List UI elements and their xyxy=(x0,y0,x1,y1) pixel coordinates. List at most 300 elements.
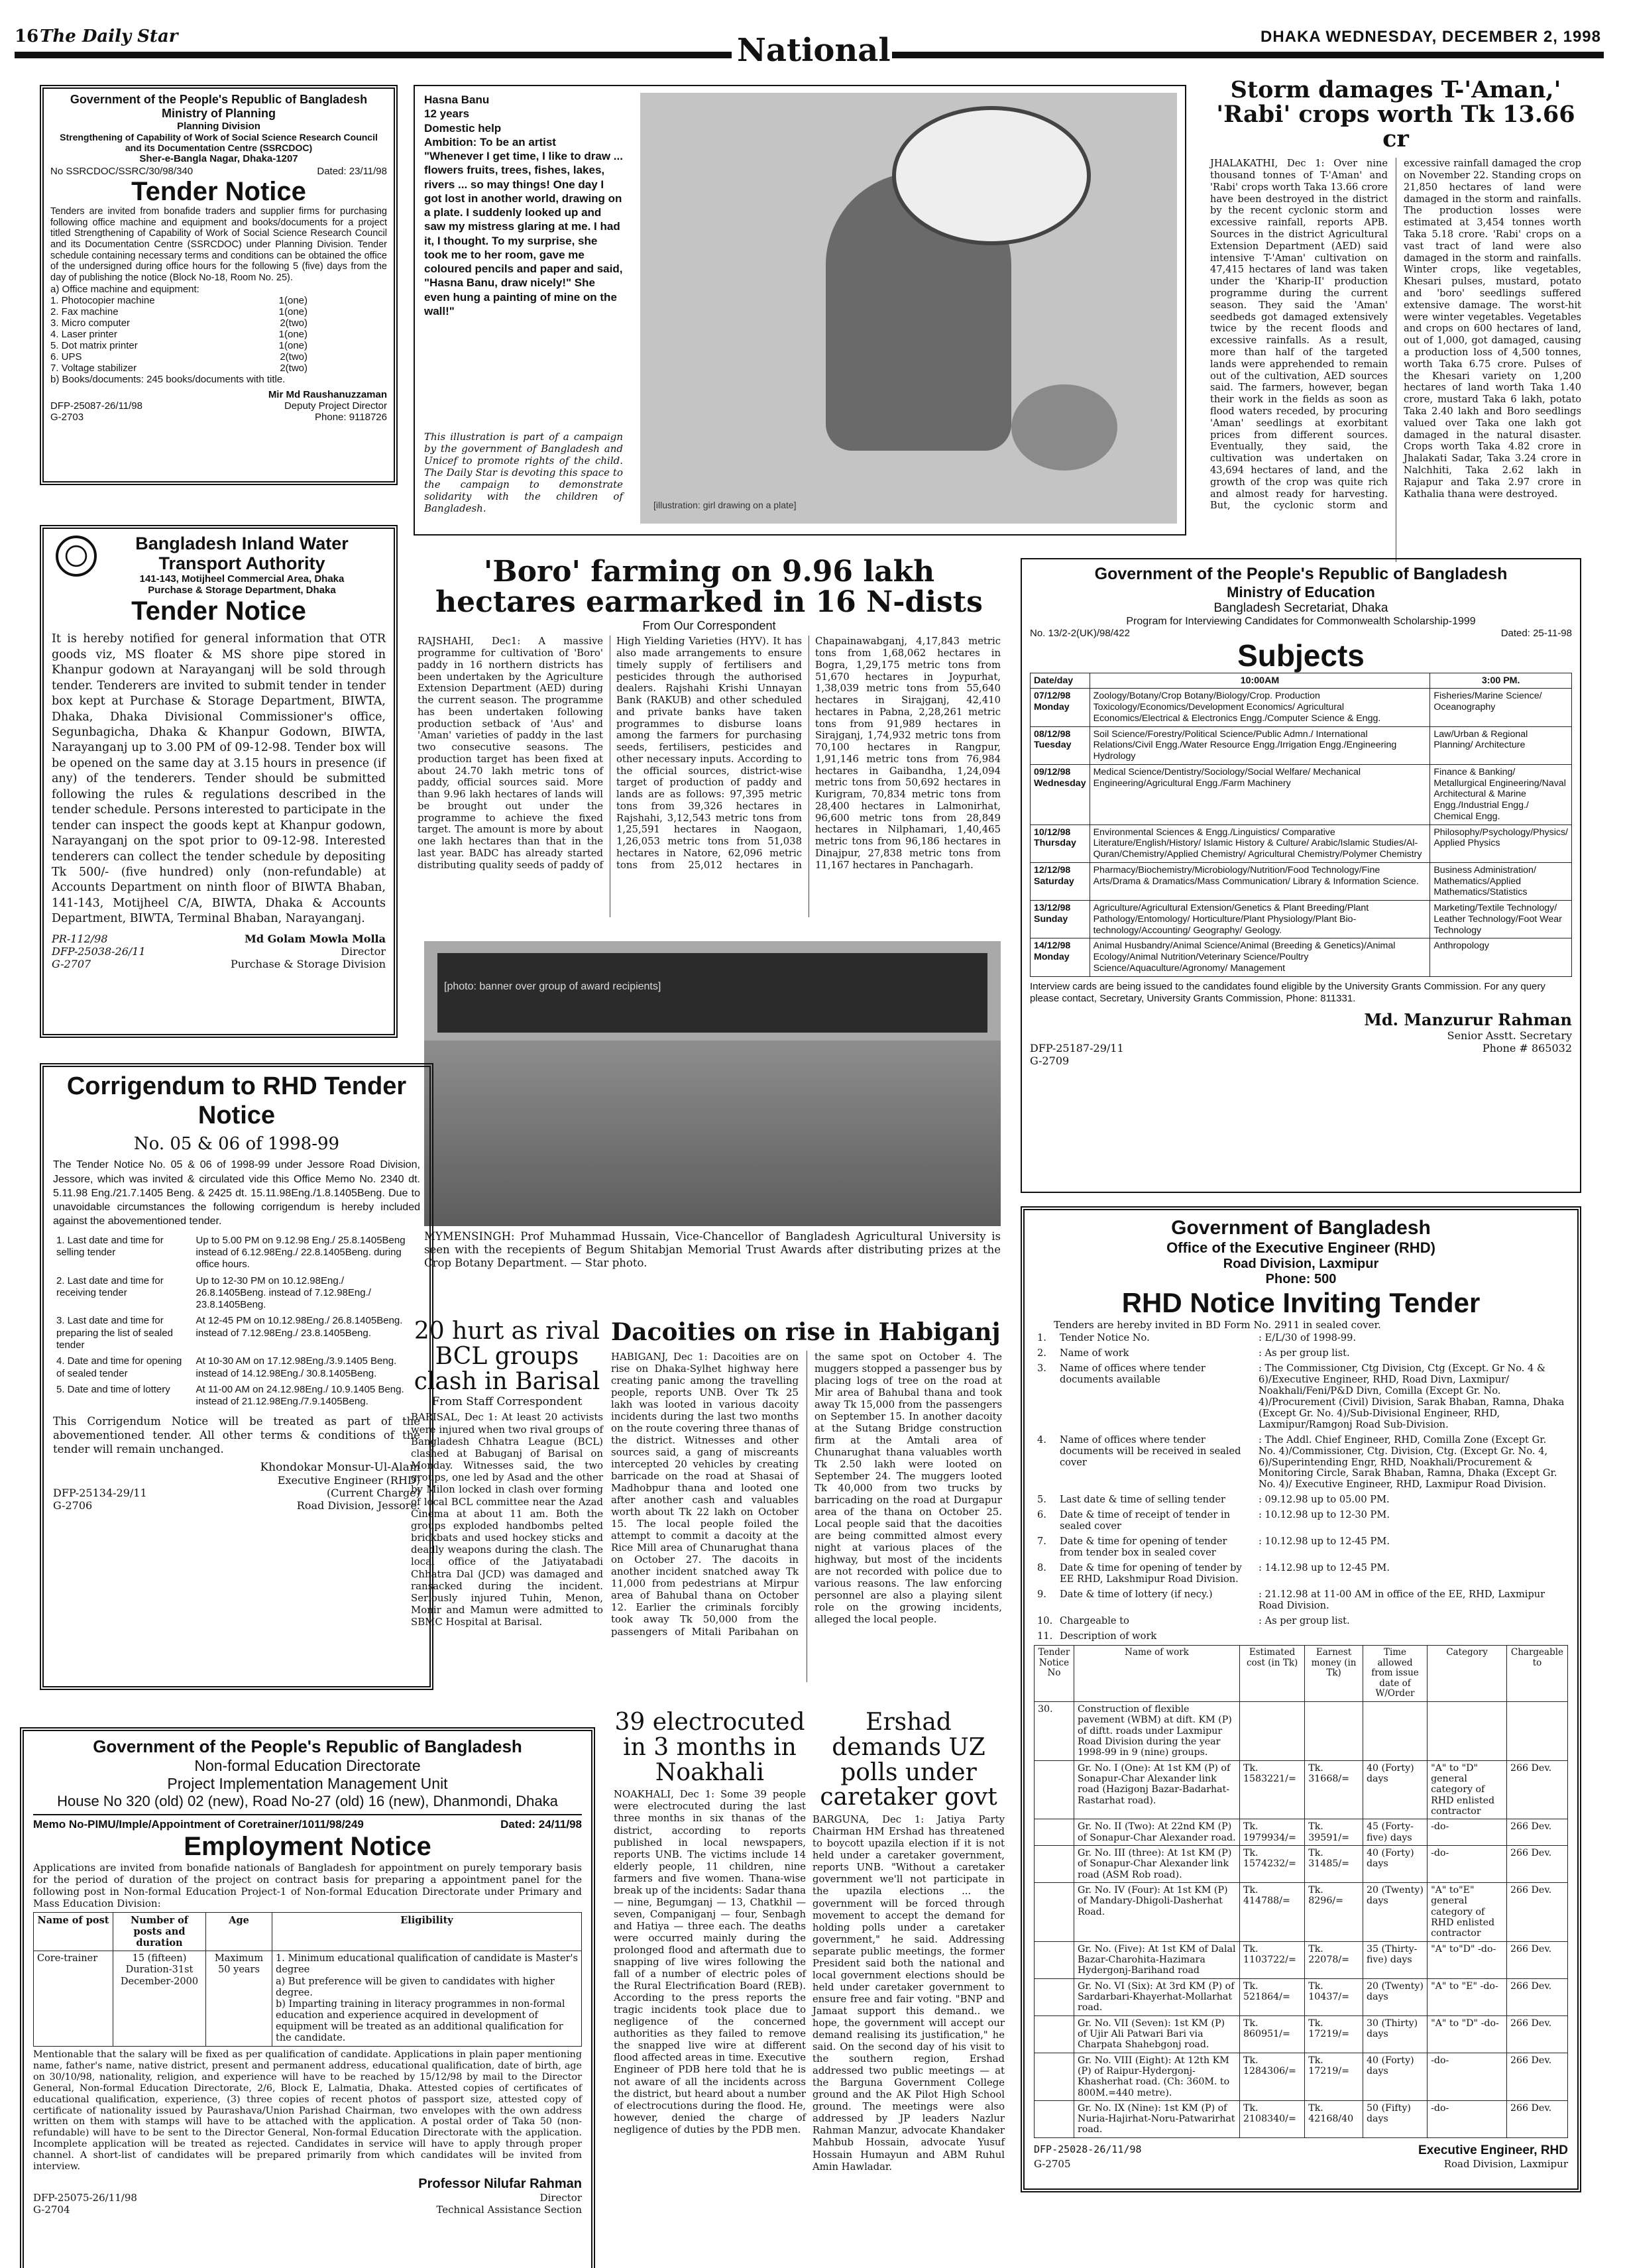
nit-work-cell xyxy=(1305,1702,1363,1761)
edu-memo: No. 13/2-2(UK)/98/422 xyxy=(1030,628,1130,639)
bcl-byline: From Staff Correspondent xyxy=(431,1395,583,1409)
emp-th-age: Age xyxy=(206,1913,272,1951)
nit-work-cell: 50 (Fifty) days xyxy=(1363,2100,1427,2137)
ssr-item-name: 6. UPS xyxy=(50,351,82,363)
emp-th-num: Number of posts and duration xyxy=(113,1913,206,1951)
storm-story xyxy=(1210,78,1581,549)
nit-num: 8. xyxy=(1037,1561,1046,1573)
emp-g: G-2704 xyxy=(33,2203,70,2216)
nit-th: Estimated cost (in Tk) xyxy=(1240,1646,1305,1702)
nit-work-no xyxy=(1035,1819,1074,1846)
boro-story xyxy=(418,557,1001,931)
emp-age: Maximum 50 years xyxy=(206,1951,272,2047)
nit-work-no xyxy=(1035,2100,1074,2137)
edu-date-cell: 10/12/98 Thursday xyxy=(1031,824,1090,862)
nit-info-row xyxy=(1034,1508,1568,1534)
nit-work-cell: 20 (Twenty) days xyxy=(1363,1882,1427,1941)
corr-value: At 12-45 PM on 10.12.98Eng./ 26.8.1405Beng. instead of 7.12.98Eng./ 23.8.1405Beng. xyxy=(196,1315,403,1339)
nit-label: Date & time for opening of tender from tender box in sealed cover xyxy=(1060,1536,1227,1558)
edu-pm-cell: Philosophy/Psychology/Physics/ Applied Physics xyxy=(1430,824,1572,862)
nit-work-cell: Tk. 31485/= xyxy=(1305,1845,1363,1882)
edu-am-cell: Medical Science/Dentistry/Sociology/Social Welfare/ Mechanical Engineering/Agricultural Engg./Farm Machinery xyxy=(1090,764,1430,824)
ssr-title: Tender Notice xyxy=(131,177,306,206)
nit-intro: Tenders are hereby invited in BD Form No. 2911 in sealed cover. xyxy=(1054,1319,1381,1332)
nit-value xyxy=(1255,1629,1568,1644)
biwta-division: Purchase & Storage Division xyxy=(231,957,386,970)
corr-row xyxy=(53,1233,420,1273)
nit-label: Name of offices where tender documents will be received in sealed cover xyxy=(1060,1434,1241,1468)
biwta-address: 141-143, Motijheel Commercial Area, Dhaka xyxy=(139,573,345,585)
photo-label: [photo: banner over group of award recipients] xyxy=(444,981,661,992)
nit-work-cell: 40 (Forty) days xyxy=(1363,2053,1427,2100)
ssr-item-name: 7. Voltage stabilizer xyxy=(50,362,137,374)
nit-work-cell: "A" to"E" general category of RHD enlisted contractor xyxy=(1428,1882,1507,1941)
plate-drawing xyxy=(892,106,1091,245)
nit-label: Date & time for opening of tender by EE RHD, Lakshmipur Road Division. xyxy=(1060,1561,1242,1585)
emp-directorate: Non-formal Education Directorate xyxy=(194,1757,421,1774)
nit-work-cell xyxy=(1428,1702,1507,1761)
ssr-date: Dated: 23/11/98 xyxy=(317,166,387,177)
edu-row xyxy=(1031,901,1572,938)
edu-ministry: Ministry of Education xyxy=(1227,584,1375,600)
nit-work-cell: -do- xyxy=(1428,1845,1507,1882)
nit-work-cell xyxy=(1363,1702,1427,1761)
edu-pm-cell: Business Administration/ Mathematics/Applied Mathematics/Statistics xyxy=(1430,862,1572,900)
hasna-quote: Hasna Banu 12 years Domestic help Ambition: To be an artist "Whenever I get time, I like to draw ... flowers fruits, trees, fishes, lakes, rivers ... so may things! One day I got lost in another world, drawing on a plate. I suddenly looked up and saw my mistress glaring at me. I had it, I thought. To my surprise, she took me to her room, gave me coloured pencils and paper and said, "Hasna Banu, draw nicely!" She even hung a painting of mine on the wall!" xyxy=(424,93,623,317)
corr-role2: (Current Charge) xyxy=(326,1486,420,1499)
nit-work-cell: Construction of flexible pavement (WBM) at dift. KM (P) of diftt. roads under Laxmipur Road Division during the year 1998-99 in 9 (nine) groups. xyxy=(1074,1702,1240,1761)
nit-value: : 09.12.98 up to 05.00 PM. xyxy=(1259,1494,1390,1506)
corr-dfp: DFP-25134-29/11 xyxy=(53,1486,147,1499)
nit-work-row xyxy=(1035,1941,1568,1978)
nit-value: : 14.12.98 up to 12-45 PM. xyxy=(1259,1561,1390,1573)
nit-work-cell: 266 Dev. xyxy=(1506,1845,1567,1882)
emp-th-post: Name of post xyxy=(34,1913,113,1951)
nit-work-cell xyxy=(1506,1702,1567,1761)
nit-work-cell: Tk. 1103722/= xyxy=(1240,1941,1305,1978)
emp-post: Core-trainer xyxy=(34,1951,113,2047)
nit-work-cell: Tk. 1979934/= xyxy=(1240,1819,1305,1846)
page-number: 16 xyxy=(15,27,39,46)
mymensingh-caption: MYMENSINGH: Prof Muhammad Hussain, Vice-Chancellor of Bangladesh Agricultural University is seen with the recepients of Begum Shitabjan Memorial Trust Awards after distributing prizes at the Crop Botany Department. — Star photo. xyxy=(424,1230,1001,1269)
ssr-g: G-2703 xyxy=(50,411,84,423)
nit-value: : 10.12.98 up to 12-45 PM. xyxy=(1259,1536,1390,1548)
corr-value: Up to 5.00 PM on 9.12.98 Eng./ 25.8.1405Beng instead of 6.12.98Eng./ 22.8.1405Beng. during office hours. xyxy=(196,1234,406,1271)
corr-row xyxy=(53,1382,420,1410)
nit-work-cell xyxy=(1240,1702,1305,1761)
emp-elig: 1. Minimum educational qualification of candidate is Master's degree a) But preference will be given to candidates with higher degree. b) Imparting training in literacy programmes in non-formal education and experience acquired in development of equipment will be treated as an additional qualification for the candidate. xyxy=(272,1951,582,2047)
nit-work-cell: Gr. No. (Five): At 1st KM of Dalal Bazar-Charohita-Hazimara Hydergonj-Barihand road xyxy=(1074,1941,1240,1978)
nit-value: : 21.12.98 at 11-00 AM in office of the EE, RHD, Laxmipur Road Division. xyxy=(1259,1588,1545,1611)
nit-office: Office of the Executive Engineer (RHD) xyxy=(1166,1239,1435,1256)
ssr-item-name: 3. Micro computer xyxy=(50,317,131,329)
ssr-gov: Government of the People's Republic of Bangladesh xyxy=(70,93,368,106)
nit-work-row xyxy=(1035,1845,1568,1882)
corr-label: 1. Last date and time for selling tender xyxy=(56,1234,164,1258)
campaign-caption: This illustration is part of a campaign by the government of Bangladesh and Unicef to promote rights of the child. The Daily Star is devoting this space to the campaign to demonstrate solidarity with the children of Bangladesh. xyxy=(424,431,623,514)
edu-pm-cell: Finance & Banking/ Metallurgical Engineering/Naval Architectural & Marine Engg./Industrial Engg./ Chemical Engg. xyxy=(1430,764,1572,824)
ssr-item-qty: 2(two) xyxy=(280,362,308,374)
corr-body: The Tender Notice No. 05 & 06 of 1998-99 under Jessore Road Division, Jessore, which was invited & circulated vide this Office Memo No. 2340 dt. 5.11.98 Eng./21.7.1405 Beng. & 2425 dt. 15.11.98Eng./1.8.1405Beng. Due to unavoidable circumstances the following corrigendum is hereby included against the abovementioned tender. xyxy=(53,1159,420,1227)
edu-pm-cell: Marketing/Textile Technology/ Leather Technology/Foot Wear Technology xyxy=(1430,901,1572,938)
nit-label: Last date & time of selling tender xyxy=(1060,1494,1226,1506)
edu-date-cell: 08/12/98 Tuesday xyxy=(1031,726,1090,764)
nit-work-cell: Tk. 31668/= xyxy=(1305,1760,1363,1819)
ssr-item-qty: 2(two) xyxy=(280,351,308,363)
ssr-memo: No SSRCDOC/SSRC/30/98/340 xyxy=(50,166,194,177)
nit-work-row xyxy=(1035,1702,1568,1761)
edu-schedule-table xyxy=(1030,673,1572,977)
ssrcdoc-tender-notice xyxy=(40,85,398,485)
mymensingh-photo xyxy=(424,941,1001,1226)
ssr-item xyxy=(50,363,387,374)
nit-label: Name of work xyxy=(1060,1347,1129,1359)
nit-work-cell: Tk. 521864/= xyxy=(1240,1978,1305,2015)
nit-th: Time allowed from issue date of W/Order xyxy=(1363,1646,1427,1702)
rhd-corrigendum xyxy=(40,1063,433,1690)
edu-program: Program for Interviewing Candidates for Commonwealth Scholarship-1999 xyxy=(1126,616,1476,627)
nit-work-cell: Tk. 2108340/= xyxy=(1240,2100,1305,2137)
nit-work-no xyxy=(1035,1882,1074,1941)
edu-pm-cell: Fisheries/Marine Science/ Oceanography xyxy=(1430,689,1572,726)
nit-work-cell: 266 Dev. xyxy=(1506,1819,1567,1846)
nit-work-cell: Gr. No. IV (Four): At 1st KM (P) of Mandary-Dhigoli-Dasherhat Road. xyxy=(1074,1882,1240,1941)
corr-label: 2. Last date and time for receiving tender xyxy=(56,1275,164,1298)
emp-title: Employment Notice xyxy=(184,1832,431,1861)
biwta-logo xyxy=(56,536,97,577)
ssr-project: Strengthening of Capability of Work of Social Science Research Council and its Documentation Centre (SSRCDOC) xyxy=(60,132,378,153)
corr-value: At 11-00 AM on 24.12.98Eng./ 10.9.1405 Beng. instead of 21.12.98Eng./7.9.1405Beng. xyxy=(196,1383,404,1408)
nit-work-cell: Gr. No. II (Two): At 22nd KM (P) of Sonapur-Char Alexander road. xyxy=(1074,1819,1240,1846)
nit-work-cell: Gr. No. VIII (Eight): At 12th KM (P) of Raipur-Hydergonj-Khasherhat road. (Ch: 360M. to 800M.=440 metre). xyxy=(1074,2053,1240,2100)
corr-title: Corrigendum to RHD Tender Notice xyxy=(66,1072,407,1129)
nit-work-cell: Tk. 860951/= xyxy=(1240,2015,1305,2053)
nit-info-row xyxy=(1034,1614,1568,1629)
edu-dfp: DFP-25187-29/11 xyxy=(1030,1041,1124,1054)
edu-am-cell: Environmental Sciences & Engg./Linguistics/ Comparative Literature/English/History/ Islamic History & Culture/ Arabic/Islamic Studies/Al-Quran/Chemistry/Applied Chemistry/ Agricultural Chemistry/Polymer Chemistry xyxy=(1090,824,1430,862)
ershad-story xyxy=(812,1710,1005,2268)
dac-headline: Dacoities on rise in Habiganj xyxy=(611,1318,1001,1346)
nit-num: 3. xyxy=(1037,1363,1046,1375)
campaign-illustration xyxy=(640,93,1177,524)
nit-th: Name of work xyxy=(1074,1646,1240,1702)
edu-date-cell: 14/12/98 Monday xyxy=(1031,938,1090,976)
nit-info-row xyxy=(1034,1534,1568,1561)
nit-work-cell: Tk. 8296/= xyxy=(1305,1882,1363,1941)
nit-work-cell: 266 Dev. xyxy=(1506,2015,1567,2053)
edu-row xyxy=(1031,824,1572,862)
nit-num: 6. xyxy=(1037,1509,1046,1521)
emp-unit: Project Implementation Management Unit xyxy=(167,1775,448,1792)
ssr-address: Sher-e-Bangla Nagar, Dhaka-1207 xyxy=(139,153,298,164)
nit-label: Name of offices where tender documents available xyxy=(1060,1363,1205,1386)
ershad-headline: Ershad demands UZ polls under caretaker govt xyxy=(820,1709,997,1811)
biwta-sig: Md Golam Mowla Molla xyxy=(245,932,386,945)
nit-phone: Phone: 500 xyxy=(1265,1272,1337,1286)
nit-g: G-2705 xyxy=(1034,2157,1071,2170)
edu-row xyxy=(1031,689,1572,726)
nit-work-no: 30. xyxy=(1035,1702,1074,1761)
corr-row xyxy=(53,1273,420,1314)
nit-title: RHD Notice Inviting Tender xyxy=(1121,1287,1481,1318)
nit-th: Tender Notice No xyxy=(1035,1646,1074,1702)
nit-work-row xyxy=(1035,1978,1568,2015)
nit-info-row xyxy=(1034,1629,1568,1644)
edu-am-cell: Agriculture/Agricultural Extension/Genetics & Plant Breeding/Plant Pathology/Entomology/ Horticulture/Plant Physiology/Plant Bio-technology/Accounting/ Geography/ Geology. xyxy=(1090,901,1430,938)
ssr-item xyxy=(50,329,387,340)
employment-notice xyxy=(20,1727,595,2268)
nit-work-cell: Tk. 39591/= xyxy=(1305,1819,1363,1846)
nit-work-row xyxy=(1035,1819,1568,1846)
nit-work-cell: Gr. No. I (One): At 1st KM (P) of Sonapur-Char Alexander link road (Hazigonj Bazar-Badarhat-Rastarhat road). xyxy=(1074,1760,1240,1819)
nit-work-cell: Gr. No. IX (Nine): 1st KM (P) of Nuria-Hajirhat-Noru-Patwarirhat road. xyxy=(1074,2100,1240,2137)
edu-am-cell: Animal Husbandry/Animal Science/Animal (Breeding & Genetics)/Animal Ecology/Animal Nutrition/Veterinary Science/Poultry Science/Aquaculture/Agronomy/ Management xyxy=(1090,938,1430,976)
nit-work-cell: Tk. 22078/= xyxy=(1305,1941,1363,1978)
edu-note: Interview cards are being issued to the candidates found eligible by the University Grants Commission. For any query please contact, Secretary, University Grants Commission, Phone: 811331. xyxy=(1030,980,1545,1004)
biwta-tender-notice xyxy=(40,525,398,1038)
emp-num: 15 (fifteen) Duration-31st December-2000 xyxy=(113,1951,206,2047)
nit-division: Road Division, Laxmipur xyxy=(1223,1257,1379,1271)
bcl-body: BARISAL, Dec 1: At least 20 activists were injured when two rival groups of Bangladesh Chhatra League (BCL) clashed at Babuganj of Barisal on Monday. Witnesses said, the two groups, one led by Asad and the other by Milon locked in clash over forming of local BCL committee near the Azad Cinema at about 11 am. Both the groups exploded handbombs pelted brickbats and used hockey sticks and deadly weapons during the clash. The local office of the Jatiyatabadi Chhatra Dal (JCD) was damaged and ransacked during the incident. Seriously injured Tuhin, Menon, Monir and Mamun were admitted to SBMC Hospital at Barisal. xyxy=(411,1411,603,1628)
dacoities-story xyxy=(611,1320,1002,1691)
dac-body: HABIGANJ, Dec 1: Dacoities are on rise on Dhaka-Sylhet highway here creating panic among the travelling people, reports UNB. Over Tk 25 lakh was looted in various dacoity incidents during the last two months on the route covering three thanas of the district. Witnesses and other sources said, a gang of miscreants intercepted 20 vehicles by creating barricade on the road at Shasai of Madhobpur thana and looted one after another cash and valuables worth about Tk 22 lakh on October 15. The local people foiled the attempt to commit a dacoity at the Rice Mill area of Chunarughat thana on October 27. The dacoits in another incident snatched away Tk 11,000 from pedestrians at Mirpur area of Bahubal thana on October 12. Earlier the criminals forcibly took away Tk 50,000 from the passengers of Mitali Paribahan on the same spot on October 4. The muggers stopped a passenger bus by placing logs of tree on the road at Mir area of Bahubal thana and took away Tk 15,000 from the passengers on September 15. In another dacoity at the Sutang Bridge construction firm at the Amtali area of Chunarughat thana valuables worth Tk 2.50 lakh were looted on September 24. The muggers looted Tk 40,000 from two trucks by barricading on the road at Durgapur area of the thana on October 25. Local people said that the dacoities are being committed almost every night at various places of the highway, but most of the incidents are not recorded with police due to various reasons. The law enforcing personnel are also a playing silent role on the growing incidents, alleged the local people. xyxy=(611,1350,1002,1638)
campaign-photo-label: [illustration: girl drawing on a plate] xyxy=(653,500,797,510)
nit-work-cell: "A" to "E" -do- xyxy=(1428,1978,1507,2015)
ssr-ministry: Ministry of Planning xyxy=(161,107,276,120)
nit-th: Earnest money (in Tk) xyxy=(1305,1646,1363,1702)
masthead-rule-right xyxy=(892,52,1604,58)
emp-sig: Professor Nilufar Rahman xyxy=(418,2176,582,2191)
nit-num: 10. xyxy=(1037,1615,1053,1626)
nit-work-cell: Tk. 17219/= xyxy=(1305,2053,1363,2100)
ssr-phone: Phone: 9118726 xyxy=(315,411,387,423)
nit-work-cell: Gr. No. VI (Six): At 3rd KM (P) of Sardarbari-Khayerhat-Mollarhat road. xyxy=(1074,1978,1240,2015)
bcl-story xyxy=(411,1319,603,1690)
nit-work-no xyxy=(1035,2053,1074,2100)
nit-num: 2. xyxy=(1037,1347,1046,1359)
nit-info-row xyxy=(1034,1346,1568,1361)
ssr-item-qty: 1(one) xyxy=(278,306,308,317)
nit-th: Chargeable to xyxy=(1506,1646,1567,1702)
nit-num: 11. xyxy=(1037,1630,1053,1642)
crowd xyxy=(424,1041,1001,1226)
edu-am-cell: Pharmacy/Biochemistry/Microbiology/Nutrition/Food Technology/Fine Arts/Drama & Dramatics/Mass Communication/ Library & Information Science. xyxy=(1090,862,1430,900)
ssr-item xyxy=(50,317,387,329)
nit-work-cell: Tk. 1574232/= xyxy=(1240,1845,1305,1882)
ssr-item xyxy=(50,306,387,317)
nit-num: 4. xyxy=(1037,1434,1046,1446)
nit-work-no xyxy=(1035,1760,1074,1819)
edu-am-cell: Zoology/Botany/Crop Botany/Biology/Crop. Production Toxicology/Economics/Development Economics/ Agricultural Economics/Electrical & Electronics Engg./Computer Science & Engg. xyxy=(1090,689,1430,726)
ssr-item-qty: 1(one) xyxy=(278,328,308,340)
edu-phone: Phone # 865032 xyxy=(1482,1041,1572,1054)
edu-date-cell: 12/12/98 Saturday xyxy=(1031,862,1090,900)
ssr-a: a) Office machine and equipment: xyxy=(50,283,199,295)
nit-work-cell: 45 (Forty-five) days xyxy=(1363,1819,1427,1846)
ershad-body: BARGUNA, Dec 1: Jatiya Party Chairman HM Ershad has threatened to boycott upazila election if it is not held under a caretaker government, reports UNB. "Without a caretaker government we'll not participate in the upazila elections ... the government will be forced through movement to accept the demand for holding polls under a caretaker government," he said. Addressing separate public meetings, the former President said both the national and local government elections should be held under caretaker government to ensure free and fair voting. "BNP and Jamaat support this demand.. we hope, the government will accept our demand realising its justification," he said. On the second day of his visit to the southern region, Ershad addressed two public meetings — at the Barguna Government College ground and the AK Pilot High School ground. The meetings were also addressed by JP leaders Nazlur Rahman Manzur, advocate Khandaker Mahbub Hossain, advocate Yusuf Hossain Humayun and ABM Ruhul Amin Hawladar. xyxy=(812,1814,1005,2173)
nit-work-cell: 30 (Thirty) days xyxy=(1363,2015,1427,2053)
boro-headline: 'Boro' farming on 9.96 lakh hectares earmarked in 16 N-dists xyxy=(435,555,983,620)
nit-work-cell: "A" to "D" -do- xyxy=(1428,2015,1507,2053)
nit-dfp: DFP-25028-26/11/98 xyxy=(1034,2143,1142,2155)
nit-label: Tender Notice No. xyxy=(1060,1332,1150,1344)
nit-info-row xyxy=(1034,1361,1568,1433)
nit-work-cell: 266 Dev. xyxy=(1506,1978,1567,2015)
nit-info-row xyxy=(1034,1433,1568,1493)
nit-num: 1. xyxy=(1037,1332,1046,1344)
corr-tail: This Corrigendum Notice will be treated as part of the abovementioned tender. All other terms & conditions of the tender will remain unchanged. xyxy=(53,1414,420,1456)
nit-work-cell: Gr. No. III (three): At 1st KM (P) of Sonapur-Char Alexander link road (ASM Rob road). xyxy=(1074,1845,1240,1882)
edu-title: Subjects xyxy=(1237,638,1365,673)
elec-body: NOAKHALI, Dec 1: Some 39 people were electrocuted during the last three months in six thanas of the district, according to reports published in local newspapers, reports UNB. The victims include 14 elderly people, 11 children, nine farmers and five women. Thana-wise break up of the incidents: Sadar thana — nine, Begumganj — 13, Chatkhil — seven, Companiganj — four, Senbagh and Hatiya — three each. The deaths were occurred mainly during the prolonged flood and aftermath due to snapping of live wires following the fall of a number of electric poles of the Rural Electrification Board (REB). According to the press reports the tragic incidents took place due to negligence of the concerned authorities as they failed to remove the snapped live wire at different flood affected areas in time. Executive Engineer of PDB here told that he is not aware of all the incidents across the district, but heard about a number of electrocutions during the flood. He, however, denied the charge of negligence of duties by the PDB men. xyxy=(614,1789,806,2135)
edu-role: Senior Asstt. Secretary xyxy=(1447,1029,1572,1042)
nit-num: 7. xyxy=(1037,1536,1046,1548)
edu-gov: Government of the People's Republic of Bangladesh xyxy=(1094,565,1508,583)
nit-work-row xyxy=(1035,2100,1568,2137)
section-title: National xyxy=(737,32,891,69)
corr-table xyxy=(53,1233,420,1410)
nit-value: : E/L/30 of 1998-99. xyxy=(1259,1332,1357,1344)
edu-th-am: 10:00AM xyxy=(1090,673,1430,689)
corr-row xyxy=(53,1353,420,1382)
electrocuted-story xyxy=(614,1710,806,2268)
nit-work-cell: 40 (Forty) days xyxy=(1363,1845,1427,1882)
edu-row xyxy=(1031,764,1572,824)
ssr-item-qty: 1(one) xyxy=(278,339,308,351)
nit-info-row xyxy=(1034,1331,1568,1346)
nit-work-cell: -do- xyxy=(1428,2053,1507,2100)
corr-label: 5. Date and time of lottery xyxy=(56,1383,170,1395)
nit-value: : 10.12.98 up to 12-30 PM. xyxy=(1259,1509,1390,1521)
nit-work-cell: Tk. 17219/= xyxy=(1305,2015,1363,2053)
nit-work-cell: "A" to "D" general category of RHD enlisted contractor xyxy=(1428,1760,1507,1819)
nit-label: Date & time of receipt of tender in sealed cover xyxy=(1060,1509,1230,1532)
nit-work-cell: -do- xyxy=(1428,2100,1507,2137)
nit-work-no xyxy=(1035,1978,1074,2015)
nit-work-no xyxy=(1035,1941,1074,1978)
biwta-title: Tender Notice xyxy=(131,596,306,626)
ssr-items xyxy=(50,295,387,374)
edu-date-cell: 09/12/98 Wednesday xyxy=(1031,764,1090,824)
nit-work-cell: Tk. 1284306/= xyxy=(1240,2053,1305,2100)
emp-date: Dated: 24/11/98 xyxy=(500,1818,582,1831)
nit-work-no xyxy=(1035,1845,1074,1882)
pot xyxy=(1011,384,1117,471)
storm-body: JHALAKATHI, Dec 1: Over nine thousand tonnes of T-'Aman' and 'Rabi' crops worth Taka 13.66 crore have been destroyed in the district by the recent cyclonic storm and excessive rainfall, reports APB. Sources in the district Agricultural Extension Department (AED) said intensive T-'Aman' cultivation on 47,415 hectares of land was taken under the 'Kharip-II' production programme during the current season. They said the 'Aman' seedbeds got damaged extensively twice by the recent floods and excessive rainfalls. As a result, more than half of the targeted lands were apprehended to remain out of the cultivation, AED sources said. The farmers, however, began their work in the fields as soon as flood waters receded, by procuring 'Aman' seedlings at exorbitant prices from different sources. Eventually, they said, the cultivation was undertaken on 43,694 hectares of land, and the growth of the crop was quite rich and almost ready for harvesting. But, the cyclonic storm and excessive rainfall damaged the crop on November 22. Standing crops on 21,850 hectares of land were damaged in the storm and rainfalls. The production losses were estimated at 3,454 tonnes worth Taka 5.18 crore. 'Rabi' crops on a vast tract of land were also damaged in the storm and rainfalls. Winter crops, like vegetables, Khesari pulses, mustard, potato and 'boro' seedlings suffered extensive damage. The worst-hit were winter vegetables. Vegetables and crops on 600 hectares of land, out of 1,000, got damaged, causing a production loss of 4,500 tonnes, worth Taka 6.75 crore. Pulses of the Khesari variety on 1,200 hectares of land worth Taka 1.40 crore, mustard Taka 6 lakh, potato Taka 2.40 lakh and Boro seedlings valued over Taka one lakh got damaged in the natural disaster. Crops worth Taka 4.82 crore in Jhalakati Sadar, Taka 3.24 crore in Nalchhiti, Taka 2.62 lakh in Rajapur and Taka 2.97 crore in Kathalia thana were destroyed. xyxy=(1210,158,1581,512)
nit-work-cell: "A" to"D" -do- xyxy=(1428,1941,1507,1978)
edu-address: Bangladesh Secretariat, Dhaka xyxy=(1213,601,1388,615)
biwta-dfp: DFP-25038-26/11 xyxy=(52,944,146,958)
edu-row xyxy=(1031,726,1572,764)
nit-work-cell: Tk. 1583221/= xyxy=(1240,1760,1305,1819)
corr-label: 3. Last date and time for preparing the list of sealed tender xyxy=(56,1315,173,1351)
banner xyxy=(437,953,987,1033)
ssr-division: Planning Division xyxy=(177,121,260,132)
nit-work-row xyxy=(1035,1760,1568,1819)
edu-am-cell: Soil Science/Forestry/Political Science/Public Admn./ International Relations/Civil Engg./Water Resource Engg./Irrigation Engg./Engineering Hydrology xyxy=(1090,726,1430,764)
edu-row xyxy=(1031,938,1572,976)
biwta-name: Bangladesh Inland Water Transport Authority xyxy=(135,534,349,573)
nit-label: Description of work xyxy=(1060,1630,1157,1642)
emp-role: Director xyxy=(539,2191,582,2204)
nit-label: Chargeable to xyxy=(1060,1615,1129,1626)
biwta-pr: PR-112/98 xyxy=(52,932,108,945)
nit-sig-division: Road Division, Laxmipur xyxy=(1443,2157,1568,2170)
nit-work-cell: 35 (Thirty-five) days xyxy=(1363,1941,1427,1978)
nit-work-row xyxy=(1035,2053,1568,2100)
nit-sig: Executive Engineer, RHD xyxy=(1418,2143,1568,2157)
edu-sig: Md. Manzurur Rahman xyxy=(1364,1009,1572,1029)
nit-work-cell: Tk. 10437/= xyxy=(1305,1978,1363,2015)
biwta-body: It is hereby notified for general information that OTR goods viz, MS floater & MS shore pipe stored in Khanpur godown at Narayanganj will be sold through tender. Tenderers are invited to submit tender in tender box kept at Purchase & Storage Department, BIWTA, Dhaka, Dhaka Divisional Commissioner's office, Segunbagicha, Dhaka & Khanpur Godown, BIWTA, Narayanganj up to 3.00 PM of 09-12-98. Tender box will be opened on the same day at 3.15 hours in presence (if any) of the tenderers. Tender should be submitted following the rules & regulations described in the tender schedule. Persons interested to participate in the tender can inspect the goods kept at Khanpur godown, Narayanganj on the spot prior to 09-12-98. Interested tenderers can collect the tender schedule by depositing Tk 500/- (five hundred) only (non-refundable) at Accounts Department on ninth floor of BIWTA Bhaban, 141-143, Motijheel C/A, BIWTA, Dhaka & Accounts Department, BIWTA, Terminal Bhaban, Narayanganj. xyxy=(52,632,386,926)
nit-info-row xyxy=(1034,1587,1568,1614)
ssr-item-name: 5. Dot matrix printer xyxy=(50,339,138,351)
emp-th-elig: Eligibility xyxy=(272,1913,582,1951)
nit-work-row xyxy=(1035,1882,1568,1941)
ssr-item xyxy=(50,351,387,363)
corr-sig: Khondokar Monsur-Ul-Alam xyxy=(260,1460,420,1474)
corr-division: Road Division, Jessore. xyxy=(296,1499,420,1512)
ssr-item-qty: 1(one) xyxy=(278,294,308,306)
emp-gov: Government of the People's Republic of Bangladesh xyxy=(93,1736,522,1756)
edu-pm-cell: Anthropology xyxy=(1430,938,1572,976)
boro-body: RAJSHAHI, Dec1: A massive programme for cultivation of 'Boro' paddy in 16 northern districts has been undertaken by the Agriculture Extension Department (AED) during the current season. The programme has been undertaken following production setback of 'Aus' and 'Aman' varieties of paddy in the last two consecutive seasons. The production target has been fixed at about 24.70 lakh metric tons of paddy, official sources said. More than 9.96 lakh hectares of lands will be brought out under the programme to achieve the fixed target. The amount is more by about one lakh hectares than that in the last year. BADC has already started distributing quality seeds of paddy of High Yielding Varieties (HYV). It has also made arrangements to ensure timely supply of fertilisers and pesticides through the authorised dealers. Rajshahi Krishi Unnayan Bank (RAKUB) and other scheduled and private banks have taken programmes to disburse loans among the farmers for purchasing seeds, fertilisers, pesticides and other necessary inputs. According to the official sources, district-wise target of production of paddy and lands are as follows: 97,395 metric tons from 39,326 hectares in Rajshahi, 3,12,543 metric tons from 1,25,591 hectares in Naogaon, 1,26,053 metric tons from 51,038 hectares in Natore, 62,096 metric tons from 25,012 hectares in Chapainawabganj, 4,17,843 metric tons from 1,68,062 hectares in Bogra, 1,29,175 metric tons from 51,670 hectares in Joypurhat, 1,38,039 metric tons from 55,640 hectares in Sirajganj, 42,410 hectares in Pabna, 2,28,261 metric tons from 91,989 hectares in Sirajganj, 1,74,932 metric tons from 70,100 hectares in Rangpur, 1,91,146 metric tons from 76,984 hectares in Gaibandha, 1,24,094 metric tons from 50,692 hectares in Kurigram, 70,834 metric tons from 28,400 hectares in Lalmonirhat, 96,600 metric tons from 28,849 hectares in Nilphamari, 1,40,465 metric tons from 96,186 hectares in Dinajpur, 27,838 metric tons from 11,167 hectares in Panchagarh. xyxy=(418,636,1001,871)
nit-work-cell: 266 Dev. xyxy=(1506,1760,1567,1819)
edu-pm-cell: Law/Urban & Regional Planning/ Architecture xyxy=(1430,726,1572,764)
ssr-item-name: 2. Fax machine xyxy=(50,306,119,317)
ssr-sig: Mir Md Raushanuzzaman xyxy=(268,388,387,400)
nit-info-row xyxy=(1034,1561,1568,1587)
edu-date: Dated: 25-11-98 xyxy=(1500,628,1572,639)
storm-headline: Storm damages T-'Aman,' 'Rabi' crops worth Tk 13.66 cr xyxy=(1216,76,1575,152)
nit-work-cell: 20 (Twenty) days xyxy=(1363,1978,1427,2015)
ssr-dfp: DFP-25087-26/11/98 xyxy=(50,400,142,412)
nit-work-row xyxy=(1035,2015,1568,2053)
ssr-role: Deputy Project Director xyxy=(284,400,387,412)
corr-role: Executive Engineer (RHD) xyxy=(277,1473,420,1487)
nit-value: : The Addl. Chief Engineer, RHD, Comilla Zone (Except Gr. No. 4)/Commissioner, Ctg. Division, Ctg. (Except Gr. No. 4, 6)/Superintending Engr, RHD, Noakhali/Procurement & Monitoring Circle, Sarak Bhaban, Ramna, Dhaka (Except Gr. No. 4)/ Executive Engineer, RHD, Laxmipur Road Division. xyxy=(1259,1434,1557,1491)
edu-th-pm: 3:00 PM. xyxy=(1430,673,1572,689)
corr-value: At 10-30 AM on 17.12.98Eng./3.9.1405 Beng. instead of 14.12.98Eng./ 30.8.1405Beng. xyxy=(196,1355,397,1379)
nit-value: : The Commissioner, Ctg Division, Ctg (Except. Gr No. 4 & 6)/Executive Engineer, RHD, Road Divn, Laxmipur/ Noakhali/Feni/P&D Divn, Comilla (Except Gr. No. 4)/Procurement (Civil) Division, Sarak Bhaban, Ramna, Dhaka (Except Gr. No. 4)/Sub-Divisional Engineer, RHD, Laxmipur/Ramgonj Road Sub-Division. xyxy=(1259,1363,1565,1430)
nit-work-cell: Tk. 414788/= xyxy=(1240,1882,1305,1941)
boro-byline: From Our Correspondent xyxy=(642,619,776,633)
paper-name: The Daily Star xyxy=(40,27,178,46)
unicef-campaign xyxy=(414,85,1186,536)
nit-info-row xyxy=(1034,1493,1568,1508)
nit-works-table xyxy=(1034,1645,1568,2137)
emp-address: House No 320 (old) 02 (new), Road No-27 (old) 16 (new), Dhanmondi, Dhaka xyxy=(57,1793,558,1809)
ssr-item xyxy=(50,340,387,351)
ssr-item-name: 4. Laser printer xyxy=(50,328,117,340)
nit-work-cell: 40 (Forty) days xyxy=(1363,1760,1427,1819)
education-subjects-notice xyxy=(1021,558,1581,1193)
nit-work-cell: Gr. No. VII (Seven): 1st KM (P) of Ujir Ali Patwari Bari via Charpata Shahebgonj road. xyxy=(1074,2015,1240,2053)
nit-work-no xyxy=(1035,2015,1074,2053)
edu-g: G-2709 xyxy=(1030,1054,1070,1067)
emp-dfp: DFP-25075-26/11/98 xyxy=(33,2191,137,2204)
ssr-body: Tenders are invited from bonafide traders and supplier firms for purchasing following office machine and equipment and books/documents for a project titled Strengthening of Capability of Work of Social Science Research Council and its Documentation Centre (SSRCDOC) under Planning Division. Tender schedule containing necessary terms and conditions can be obtained the office of the undersigned during office hours for the following 5 (five) days from the day of publishing the notice (Block No-18, Room No. 25). xyxy=(50,206,387,284)
corr-g: G-2706 xyxy=(53,1499,93,1512)
ssr-item-qty: 2(two) xyxy=(280,317,308,329)
nit-work-cell: 266 Dev. xyxy=(1506,1941,1567,1978)
nit-num: 5. xyxy=(1037,1494,1046,1506)
edu-th-date: Date/day xyxy=(1031,673,1090,689)
corr-value: Up to 12-30 PM on 10.12.98Eng./ 26.8.1405Beng. instead of 7.12.98Eng./ 23.8.1405Beng. xyxy=(196,1275,371,1311)
rhd-notice-inviting-tender xyxy=(1021,1206,1581,2192)
bcl-headline: 20 hurt as rival BCL groups clash in Barisal xyxy=(414,1318,600,1395)
nit-num: 9. xyxy=(1037,1588,1046,1600)
